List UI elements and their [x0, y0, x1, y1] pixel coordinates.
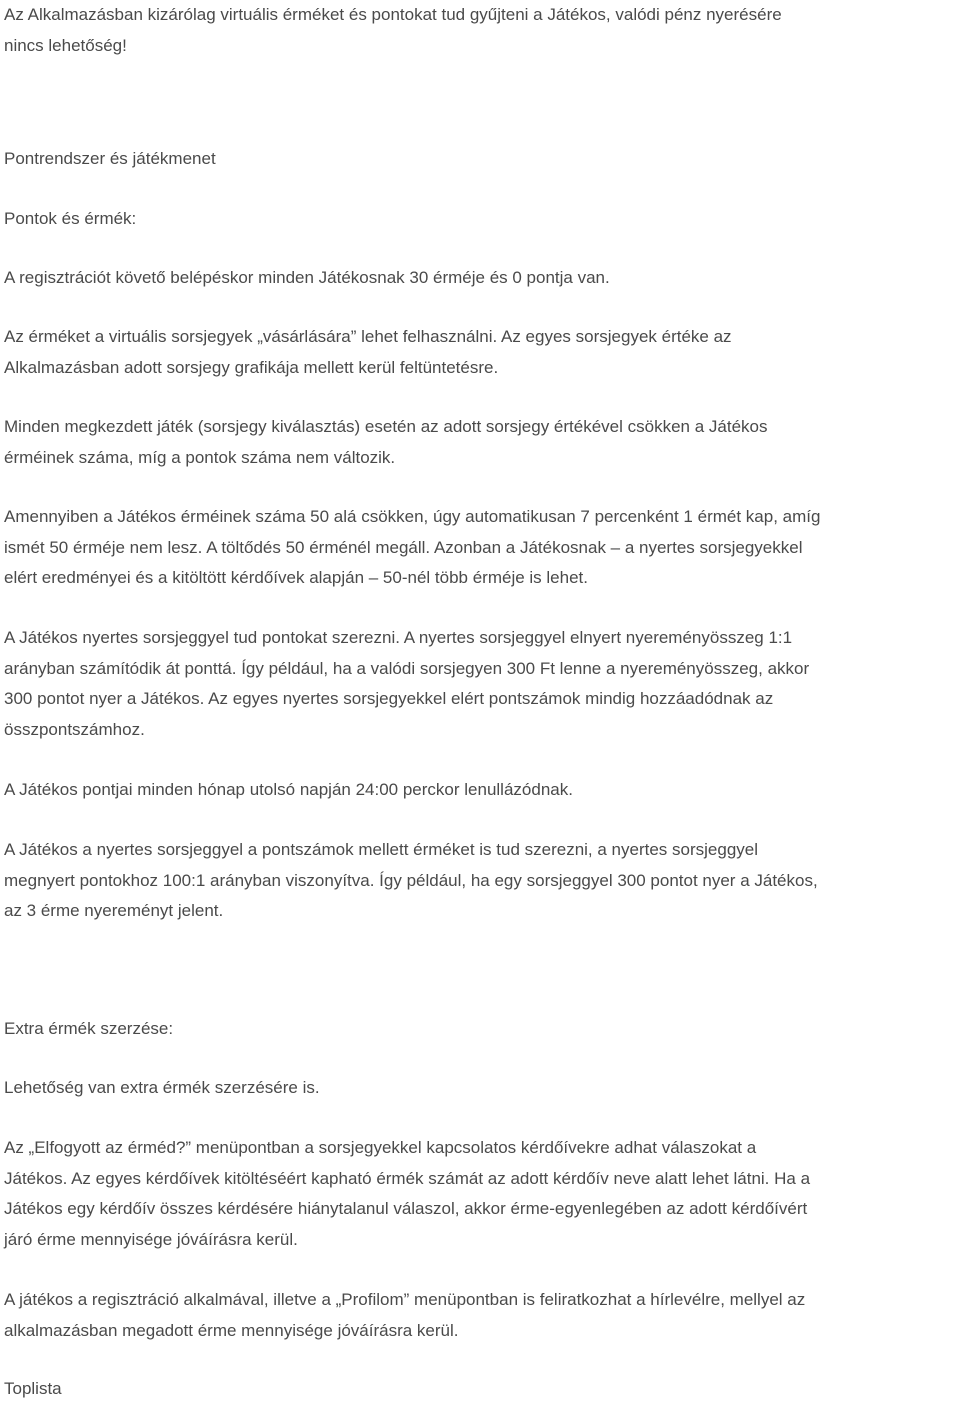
text-line: az 3 érme nyereményt jelent. — [4, 901, 224, 920]
paragraph-winning-points — [4, 623, 809, 745]
text-line: elért eredményei és a kitöltött kérdőívek alapján – 50-nél több érméje is lehet. — [4, 568, 588, 587]
intro-paragraph — [4, 0, 782, 61]
text-line: 300 pontot nyer a Játékos. Az egyes nyertes sorsjegyekkel elért pontszámok mindig hozzáadódnak az — [4, 689, 774, 708]
text-line: érméinek száma, míg a pontok száma nem változik. — [4, 447, 396, 467]
text-line: A Játékos nyertes sorsjeggyel tud pontokat szerezni. A nyertes sorsjeggyel elnyert nyereményösszeg 1:1 — [4, 628, 793, 647]
text-line: megnyert pontokhoz 100:1 arányban viszonyítva. Így például, ha egy sorsjeggyel 300 pontot nyer a Játékos, — [4, 870, 818, 890]
text-line: ismét 50 érméje nem lesz. A töltődés 50 érménél megáll. Azonban a Játékosnak – a nyertes sorsjegyekkel — [4, 537, 803, 557]
paragraph-points-reset — [4, 775, 573, 806]
text-line: Az „Elfogyott az érméd?” menüpontban a sorsjegyekkel kapcsolatos kérdőívekre adhat válaszokat a — [4, 1138, 757, 1157]
text-line: A Játékos pontjai minden hónap utolsó napján 24:00 perckor lenullázódnak. — [4, 780, 573, 799]
text-line: Játékos. Az egyes kérdőívek kitöltéséért kapható érmék számát az adott kérdőív neve alatt lehet látni. Ha a — [4, 1168, 811, 1188]
paragraph-coin-usage — [4, 322, 732, 383]
text-line: A regisztrációt követő belépéskor minden Játékosnak 30 érméje és 0 pontja van. — [4, 268, 610, 287]
section-heading-extra-coins — [4, 1014, 173, 1045]
text-line: alkalmazásban megadott érme mennyisége jóváírásra kerül. — [4, 1320, 459, 1340]
paragraph-winning-coins — [4, 835, 818, 927]
text-line: Toplista — [4, 1379, 62, 1398]
paragraph-questionnaires — [4, 1133, 810, 1255]
subheading-pontok-es-ermek — [4, 204, 136, 235]
text-line: Alkalmazásban adott sorsjegy grafikája mellett kerül feltüntetésre. — [4, 357, 499, 377]
paragraph-registration — [4, 263, 610, 294]
text-line: Pontok és érmék: — [4, 209, 137, 228]
paragraph-newsletter — [4, 1285, 805, 1346]
text-line: A Játékos a nyertes sorsjeggyel a pontszámok mellett érméket is tud szerezni, a nyertes sorsjeggyel — [4, 840, 759, 859]
text-line: Játékos egy kérdőív összes kérdésére hiánytalanul válaszol, akkor érme-egyenlegében az adott kérdőívért — [4, 1199, 808, 1218]
text-line: Extra érmék szerzése: — [4, 1019, 174, 1038]
paragraph-game-start — [4, 412, 767, 473]
text-line: összpontszámhoz. — [4, 719, 145, 739]
text-line: Az érméket a virtuális sorsjegyek „vásárlására” lehet felhasználni. Az egyes sorsjegyek értéke az — [4, 327, 732, 346]
paragraph-coin-refill — [4, 502, 820, 594]
section-heading-pontrendszer — [4, 144, 216, 175]
text-line: arányban számítódik át ponttá. Így például, ha a valódi sorsjegyen 300 Ft lenne a nyereményösszeg, akkor — [4, 658, 810, 678]
text-line: Pontrendszer és játékmenet — [4, 149, 216, 168]
text-line: Az Alkalmazásban kizárólag virtuális érméket és pontokat tud gyűjteni a Játékos, valódi pénz nyerésére — [4, 5, 782, 24]
paragraph-extra-coins-intro — [4, 1073, 320, 1104]
text-line: Amennyiben a Játékos érméinek száma 50 alá csökken, úgy automatikusan 7 percenként 1 érmét kap, amíg — [4, 507, 821, 526]
text-line: járó érme mennyisége jóváírásra kerül. — [4, 1229, 298, 1249]
text-line: Lehetőség van extra érmék szerzésére is. — [4, 1078, 320, 1097]
text-line: A játékos a regisztráció alkalmával, illetve a „Profilom” menüpontban is feliratkozhat a hírlevélre, mellyel az — [4, 1290, 806, 1309]
text-line: nincs lehetőség! — [4, 35, 127, 55]
text-line: Minden megkezdett játék (sorsjegy kiválasztás) esetén az adott sorsjegy értékével csökken a Játékos — [4, 417, 768, 436]
